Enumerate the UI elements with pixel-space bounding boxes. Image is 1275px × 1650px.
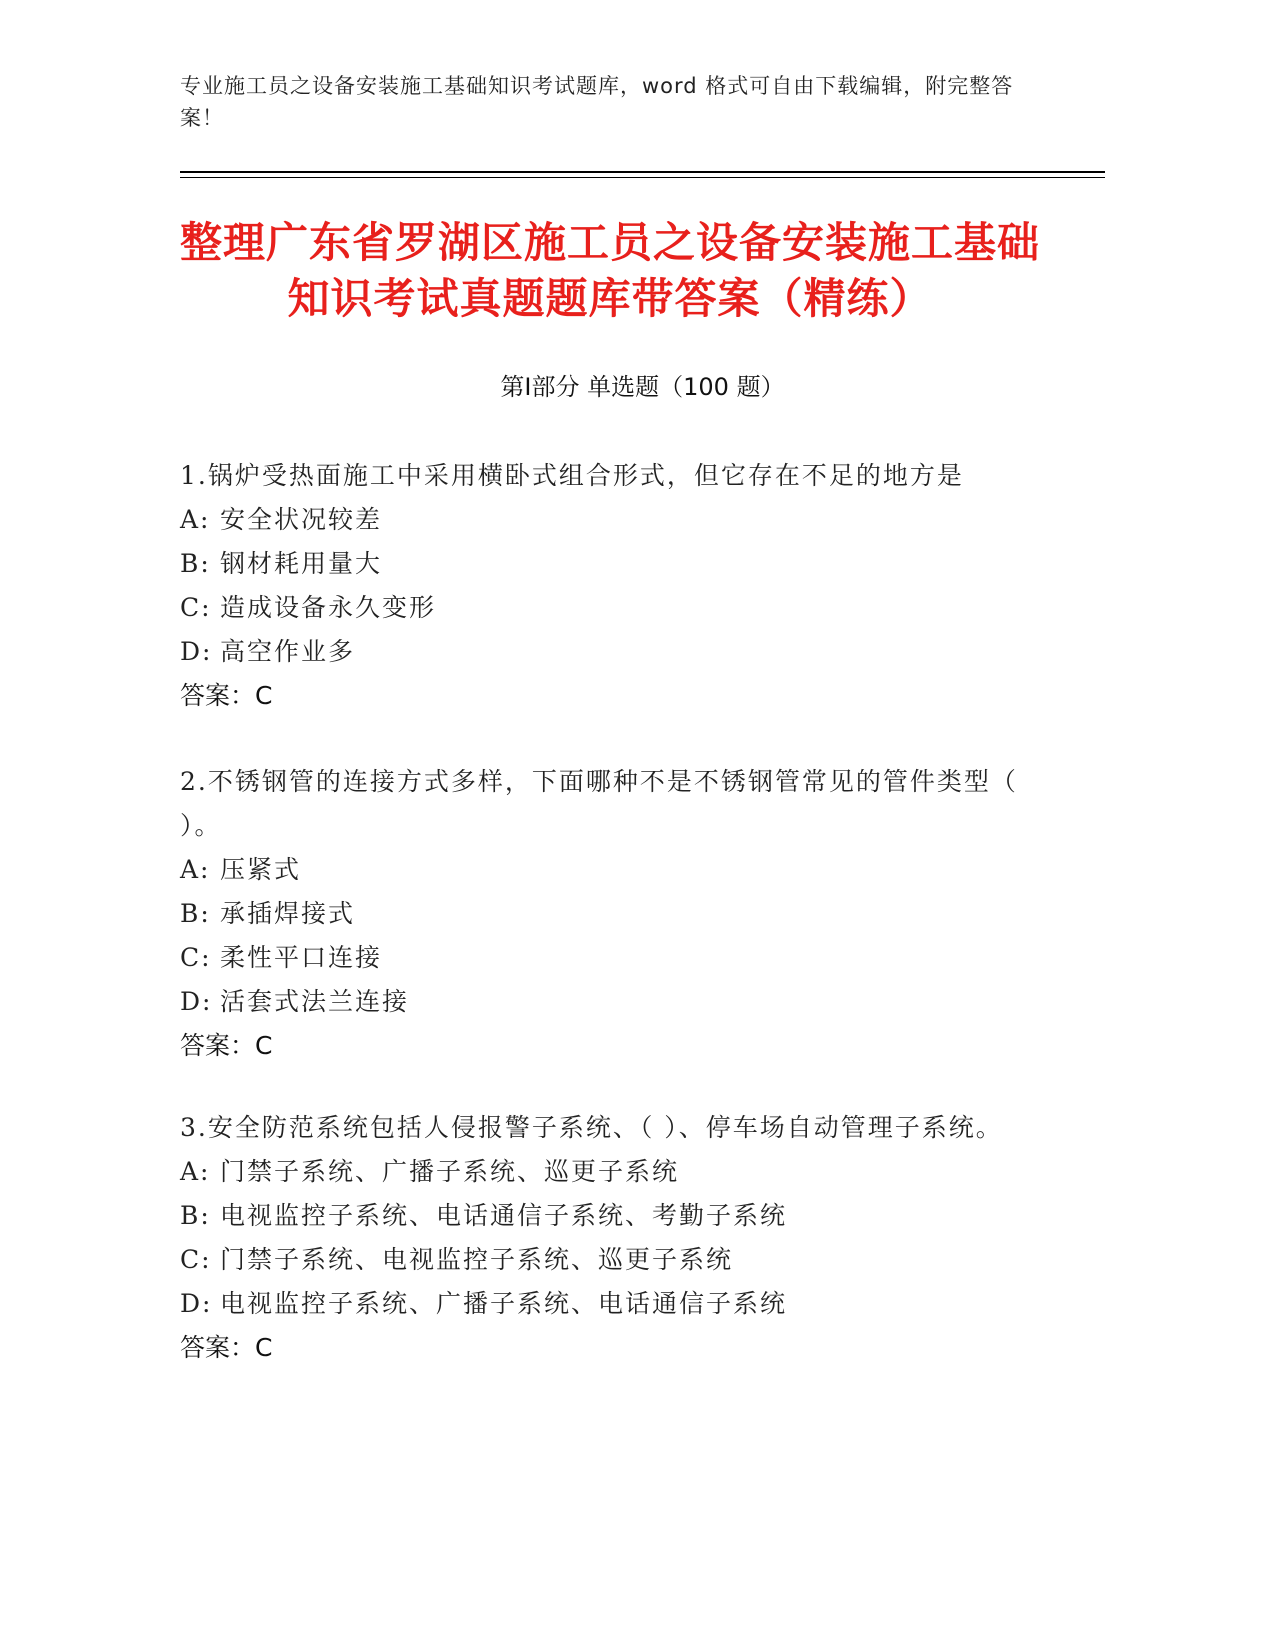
answer: 答案：C <box>180 1031 273 1060</box>
option-text: 造成设备永久变形 <box>220 593 437 622</box>
option-a <box>180 1150 1040 1194</box>
option-d <box>180 630 1040 674</box>
option-b <box>180 542 1040 586</box>
option-d <box>180 980 1040 1024</box>
option-d <box>180 1282 1040 1326</box>
option-letter: D: <box>180 1289 213 1318</box>
option-letter: B: <box>180 1201 211 1230</box>
option-text: 安全状况较差 <box>220 505 383 534</box>
option-text: 柔性平口连接 <box>220 943 383 972</box>
question-3 <box>180 1106 1040 1370</box>
header-rule-thick <box>180 171 1105 173</box>
option-c <box>180 936 1040 980</box>
option-a <box>180 848 1040 892</box>
option-letter: C: <box>180 943 212 972</box>
option-text: 承插焊接式 <box>220 899 356 928</box>
option-a <box>180 498 1040 542</box>
option-c <box>180 586 1040 630</box>
option-text: 门禁子系统、电视监控子系统、巡更子系统 <box>220 1245 734 1274</box>
option-letter: D: <box>180 637 213 666</box>
option-letter: C: <box>180 593 212 622</box>
header-note: 专业施工员之设备安装施工基础知识考试题库，word 格式可自由下载编辑，附完整答案！ <box>180 74 1014 130</box>
question-stem: 3.安全防范系统包括人侵报警子系统、（ ）、停车场自动管理子系统。 <box>180 1113 1003 1142</box>
option-letter: A: <box>180 1157 211 1186</box>
header-rule-thin <box>180 177 1105 178</box>
option-text: 电视监控子系统、电话通信子系统、考勤子系统 <box>220 1201 788 1230</box>
option-b <box>180 892 1040 936</box>
section-title: 第Ⅰ部分 单选题（100 题） <box>500 373 785 401</box>
option-c <box>180 1238 1040 1282</box>
document-title: 整理广东省罗湖区施工员之设备安装施工基础知识考试真题题库带答案（精练） <box>180 218 1041 323</box>
option-letter: B: <box>180 899 211 928</box>
option-b <box>180 1194 1040 1238</box>
option-letter: C: <box>180 1245 212 1274</box>
answer: 答案：C <box>180 1333 273 1362</box>
option-text: 活套式法兰连接 <box>220 987 410 1016</box>
option-text: 电视监控子系统、广播子系统、电话通信子系统 <box>220 1289 788 1318</box>
option-text: 高空作业多 <box>220 637 356 666</box>
option-text: 压紧式 <box>220 855 302 884</box>
question-stem: 2.不锈钢管的连接方式多样，下面哪种不是不锈钢管常见的管件类型（ ）。 <box>180 767 1018 840</box>
option-text: 钢材耗用量大 <box>220 549 383 578</box>
answer: 答案：C <box>180 681 273 710</box>
question-stem: 1.锅炉受热面施工中采用横卧式组合形式，但它存在不足的地方是 <box>180 461 964 490</box>
question-1 <box>180 454 1040 718</box>
question-2 <box>180 760 1040 1068</box>
option-text: 门禁子系统、广播子系统、巡更子系统 <box>220 1157 680 1186</box>
option-letter: A: <box>180 855 211 884</box>
option-letter: A: <box>180 505 211 534</box>
option-letter: B: <box>180 549 211 578</box>
option-letter: D: <box>180 987 213 1016</box>
